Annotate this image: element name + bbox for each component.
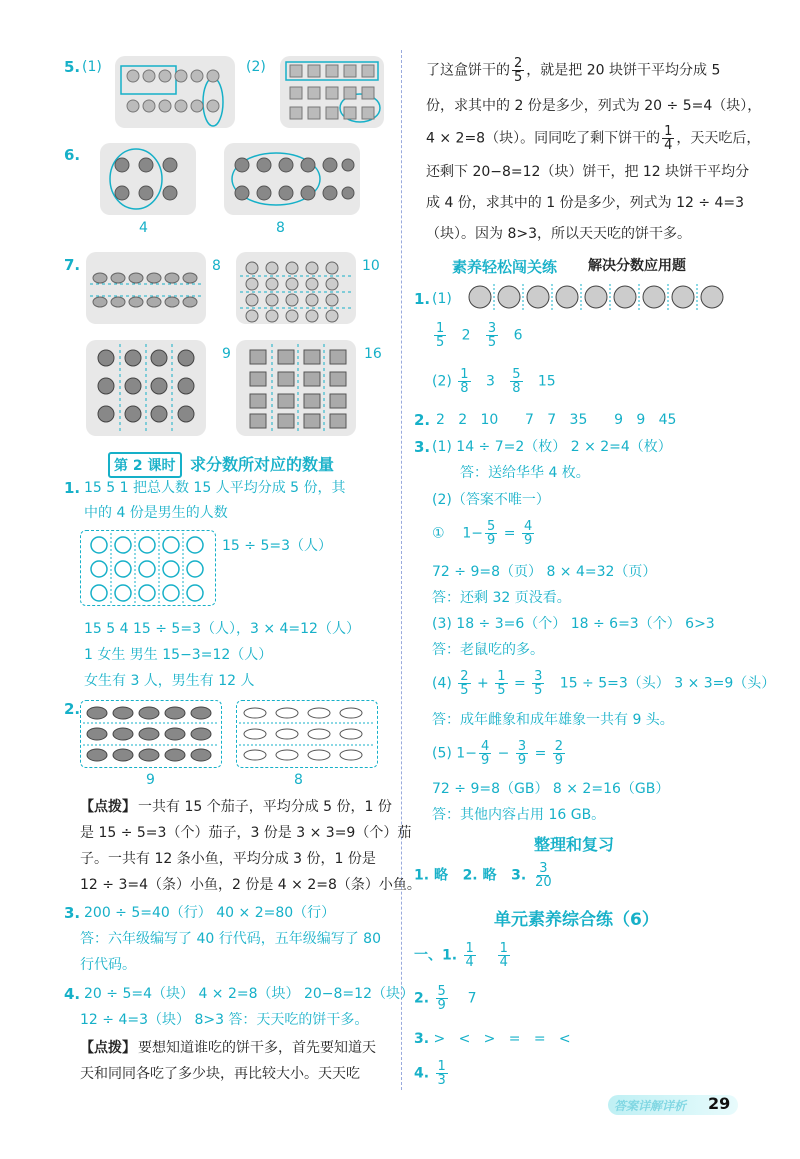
r-line1 xyxy=(426,57,720,84)
rq3-line10: 答：其他内容占用 16 GB。 xyxy=(432,807,606,823)
q6-answer-1: 4 xyxy=(139,220,148,236)
u4-fn: 1 xyxy=(437,1059,446,1074)
flower-illustration xyxy=(86,340,206,436)
rq3-sub5: (5) 1− $\frac{4}{9}$ − $\frac{3}{9}$ = $\frac{2}{9}$ xyxy=(432,739,564,768)
l3-num: 3. xyxy=(64,904,81,922)
r-line3-frac-d: 4 xyxy=(664,138,673,153)
rq3-line8: 答：成年雌象和成年雄象一共有 9 头。 xyxy=(432,712,674,728)
rq1-f3d: 8 xyxy=(460,381,469,396)
rq3-line1: (1) 14 ÷ 7=2（枚） 2 × 2=4（枚） xyxy=(432,439,672,455)
rq1-v2: 6 xyxy=(513,327,523,344)
rq3-c1-fd: 9 xyxy=(487,533,496,548)
flower-icons xyxy=(86,340,206,436)
tip2-label: 【点拨】 xyxy=(80,1040,136,1056)
u1-f1d: 4 xyxy=(465,955,474,970)
u1-num: 一、1. xyxy=(414,947,458,964)
circle-grid xyxy=(81,531,215,605)
lesson-badge: 第 2 课时 xyxy=(108,452,182,478)
r-line2: 份，求其中的 2 份是多少，列式为 20 ÷ 5=4（块）， xyxy=(426,98,762,114)
lantern-icons-2 xyxy=(224,143,360,215)
rq3-sub4-label: (4) xyxy=(432,675,452,692)
eggplant-box xyxy=(80,700,222,768)
column-divider xyxy=(401,50,402,1090)
l1-line3: 15 5 4 15 ÷ 5=3（人），3 × 4=12（人） xyxy=(84,621,360,637)
leaf-illustration xyxy=(236,340,356,436)
q6-label: 6. xyxy=(64,146,81,164)
q7-answer-1: 8 xyxy=(212,258,221,274)
u4-num: 4. xyxy=(414,1065,430,1082)
s2-num-2: 2. xyxy=(462,867,478,884)
s2-num-1: 1. xyxy=(414,867,430,884)
rq3-4-rest: 15 ÷ 5=3（头） 3 × 3=9（头） xyxy=(559,675,776,692)
rq1-answers-2 xyxy=(432,368,556,395)
rq3-4-f3n: 3 xyxy=(534,669,543,684)
rq3-line5: 答：还剩 32 页没看。 xyxy=(432,590,571,606)
mushroom-illustration xyxy=(86,252,206,324)
ice-cream-icons xyxy=(115,56,235,128)
rq1-v3: 3 xyxy=(485,373,495,390)
s2-answers xyxy=(414,862,556,889)
ice-cream-illustration xyxy=(115,56,235,128)
rq3-c1-fn: 5 xyxy=(487,519,496,534)
l1-calc: 15 ÷ 5=3（人） xyxy=(222,538,332,554)
q5-label: 5. xyxy=(64,58,81,76)
rq3-sub5-label: (5) xyxy=(432,745,452,762)
rq1-answers-1 xyxy=(432,322,522,349)
l4-num: 4. xyxy=(64,985,81,1003)
section2-title: 整理和复习 xyxy=(534,835,615,854)
l2-answer-2: 8 xyxy=(294,772,303,788)
tip1-label: 【点拨】 xyxy=(80,799,136,815)
u3-line: > < > = = < xyxy=(433,1031,571,1047)
r-line1-b: ，就是把 20 块饼干平均分成 5 xyxy=(526,62,721,79)
rq1-num: 1. xyxy=(414,290,431,308)
q5-sub2: (2) xyxy=(246,59,266,75)
tip1-line4: 12 ÷ 3=4（条）小鱼，2 份是 4 × 2=8（条）小鱼。 xyxy=(80,877,421,893)
r-line1-frac-d: 5 xyxy=(514,70,523,85)
l1-line4: 1 女生 男生 15−3=12（人） xyxy=(84,647,273,663)
u4-answers xyxy=(414,1060,450,1087)
rq1-f1d: 5 xyxy=(436,335,445,350)
tip1-line2: 是 15 ÷ 5=3（个）茄子，3 份是 3 × 3=9（个）茄 xyxy=(80,825,412,841)
rq3-line4: 72 ÷ 9=8（页） 8 × 4=32（页） xyxy=(432,564,657,580)
u2-num: 2. xyxy=(414,990,430,1007)
l3-line2: 答：六年级编写了 40 行代码，五年级编写了 80 xyxy=(80,931,381,947)
rq3-5-f3d: 9 xyxy=(554,753,564,768)
s2-fn: 3 xyxy=(539,861,548,876)
s2-num-3: 3. xyxy=(511,867,527,884)
rq3-c1-mark: ① xyxy=(432,525,445,542)
r-line3-a: 4 × 2=8（块）。同同吃了剩下饼干的 xyxy=(426,130,661,147)
rq1-f4d: 8 xyxy=(512,381,521,396)
q7-answer-4: 16 xyxy=(364,346,382,362)
rq3-5-f1d: 9 xyxy=(480,753,490,768)
q7-answer-2: 10 xyxy=(362,258,380,274)
u2-fd: 9 xyxy=(437,998,446,1013)
l1-line5: 女生有 3 人，男生有 12 人 xyxy=(84,673,255,689)
s2-ans-1: 略 xyxy=(433,867,448,884)
r-line3 xyxy=(426,125,760,152)
section3-title: 单元素养综合练（6） xyxy=(494,910,659,930)
l1-line1: 15 5 1 把总人数 15 人平均分成 5 份，其 xyxy=(84,480,346,496)
rq3-c1: ① 1− $\frac{5}{9}$ = $\frac{4}{9}$ xyxy=(432,519,533,548)
eggplant-icons xyxy=(81,701,221,767)
rq3-line2: 答：送给华华 4 枚。 xyxy=(460,465,590,481)
rq1-f2d: 5 xyxy=(487,335,497,350)
rq3-5-f3n: 2 xyxy=(554,739,564,754)
u2-answers xyxy=(414,985,477,1012)
l3-line1: 200 ÷ 5=40（行） 40 × 2=80（行） xyxy=(84,905,336,921)
u4-fd: 3 xyxy=(437,1073,446,1088)
u2-v: 7 xyxy=(467,990,477,1007)
star-illustration xyxy=(236,252,356,324)
l1-num: 1. xyxy=(64,479,81,497)
lantern-illustration-1 xyxy=(100,143,196,215)
raccoon-row xyxy=(466,282,736,312)
l3-line3: 行代码。 xyxy=(80,957,136,973)
tip1-line1: 一共有 15 个茄子，平均分成 5 份，1 份 xyxy=(138,799,392,815)
section1-subtitle: 解决分数应用题 xyxy=(588,258,686,274)
u1-f2n: 1 xyxy=(499,941,508,956)
rq3-c1-pre: 1− xyxy=(462,525,484,542)
q6-answer-2: 8 xyxy=(276,220,285,236)
cake-illustration xyxy=(280,56,384,128)
l2-answer-1: 9 xyxy=(146,772,155,788)
rq1-v1: 2 xyxy=(461,327,471,344)
rq3-5-f2d: 9 xyxy=(517,753,527,768)
r-line1-frac-n: 2 xyxy=(514,56,523,71)
circle-grid-box xyxy=(80,530,216,606)
rq3-sub4: (4) $\frac{2}{5}$ + $\frac{1}{5}$ = $\frac{3}{5}$ 15 ÷ 5=3（头） 3 × 3=9（头） xyxy=(432,669,776,698)
l4-line2: 12 ÷ 4=3（块） 8>3 答：天天吃的饼干多。 xyxy=(80,1012,369,1028)
r-line4: 还剩下 20−8=12（块）饼干，把 12 块饼干平均分 xyxy=(426,164,750,180)
rq3-c1-fn2: 4 xyxy=(523,519,533,534)
rq3-line3: (2)（答案不唯一） xyxy=(432,492,550,508)
rq3-4-f1d: 5 xyxy=(460,683,469,698)
section1-title: 素养轻松闯关练 xyxy=(452,258,558,276)
mushroom-icons xyxy=(86,252,206,324)
l1-line2: 中的 4 份是男生的人数 xyxy=(84,505,228,521)
page-number: 29 xyxy=(708,1094,731,1113)
q7-answer-3: 9 xyxy=(222,346,231,362)
rq1-v4: 15 xyxy=(537,373,556,390)
rq3-4-f1n: 2 xyxy=(460,669,469,684)
raccoon-icons xyxy=(466,282,736,312)
rq3-line6: (3) 18 ÷ 3=6（个） 18 ÷ 6=3（个） 6>3 xyxy=(432,616,715,632)
rq3-4-f3d: 5 xyxy=(534,683,543,698)
rq1-f1n: 1 xyxy=(436,321,445,336)
u1-f1n: 1 xyxy=(465,941,474,956)
r-line3-frac-n: 1 xyxy=(664,124,673,139)
star-icons xyxy=(236,252,356,324)
rq3-5-f2n: 3 xyxy=(517,739,527,754)
rq3-4-f2n: 1 xyxy=(497,669,506,684)
rq3-5-pre: 1− xyxy=(456,745,477,762)
s2-fd: 20 xyxy=(535,875,552,890)
rq1-sub1: (1) xyxy=(432,291,452,307)
s2-ans-2: 略 xyxy=(482,867,497,884)
r-line3-b: ，天天吃后， xyxy=(676,130,761,147)
lantern-illustration-2 xyxy=(224,143,360,215)
r-line1-a: 了这盒饼干的 xyxy=(426,62,510,79)
rq1-sub2: (2) xyxy=(432,373,452,390)
cake-icons xyxy=(280,56,384,128)
q7-label: 7. xyxy=(64,256,81,274)
rq1-f2n: 3 xyxy=(487,321,497,336)
rq3-line9: 72 ÷ 9=8（GB） 8 × 2=16（GB） xyxy=(432,781,670,797)
tip2-line1: 要想知道谁吃的饼干多，首先要知道天 xyxy=(138,1040,376,1056)
leaf-icons xyxy=(236,340,356,436)
rq3-5-f1n: 4 xyxy=(480,739,490,754)
rq3-4-f2d: 5 xyxy=(497,683,506,698)
footer-tag-text: 答案详解详析 xyxy=(614,1099,687,1113)
l4-line1: 20 ÷ 5=4（块） 4 × 2=8（块） 20−8=12（块） xyxy=(84,986,414,1002)
tip2-line2: 天和同同各吃了多少块，再比较大小。天天吃 xyxy=(80,1066,360,1082)
lesson-title: 求分数所对应的数量 xyxy=(190,455,335,474)
rq1-f4n: 5 xyxy=(512,367,521,382)
fish-icons xyxy=(237,701,377,767)
rq3-num: 3. xyxy=(414,438,431,456)
l2-num: 2. xyxy=(64,700,81,718)
rq2-num: 2. xyxy=(414,411,431,429)
rq1-f3n: 1 xyxy=(460,367,469,382)
u1-answers xyxy=(414,942,512,969)
u1-f2d: 4 xyxy=(499,955,508,970)
u3-num: 3. xyxy=(414,1031,430,1047)
rq3-line7: 答：老鼠吃的多。 xyxy=(432,642,544,658)
q5-sub1: (1) xyxy=(82,59,102,75)
r-line6: （块）。因为 8>3，所以天天吃的饼干多。 xyxy=(426,226,691,242)
rq3-c1-fd2: 9 xyxy=(523,533,533,548)
r-line5: 成 4 份，求其中的 1 份是多少，列式为 12 ÷ 4=3 xyxy=(426,195,745,211)
rq2-line: 2 2 10 7 7 35 9 9 45 xyxy=(436,412,677,428)
u2-fn: 5 xyxy=(437,984,446,999)
fish-box xyxy=(236,700,378,768)
u3-answers xyxy=(414,1029,571,1049)
tip1-line3: 子。一共有 12 条小鱼，平均分成 3 份，1 份是 xyxy=(80,851,376,867)
lantern-icons-1 xyxy=(100,143,196,215)
